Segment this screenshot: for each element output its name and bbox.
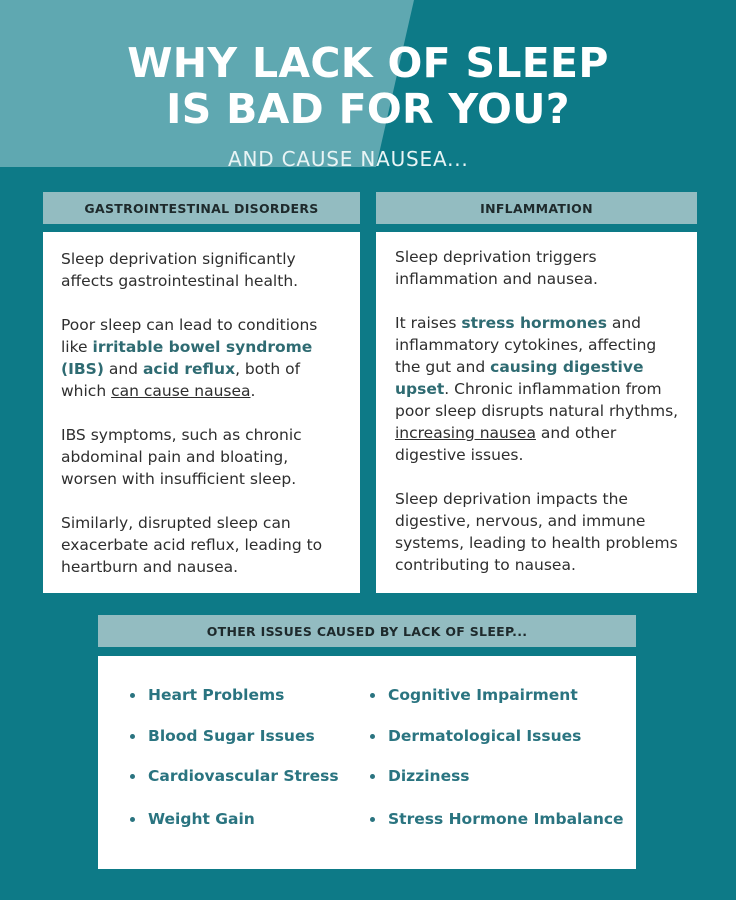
bullet-icon xyxy=(130,734,135,739)
list-item xyxy=(128,767,339,785)
bullet-icon xyxy=(370,774,375,779)
list-item-label: Cardiovascular Stress xyxy=(148,767,339,785)
gi-paragraph-1: Sleep deprivation significantly affects gastrointestinal health. xyxy=(61,250,299,290)
digestive-upset-highlight: causing digestive upset xyxy=(395,358,644,398)
gastrointestinal-heading: GASTROINTESTINAL DISORDERS xyxy=(43,192,360,224)
title-line-1: WHY LACK OF SLEEP xyxy=(127,39,609,87)
other-issues-card xyxy=(98,656,636,869)
list-item xyxy=(368,727,624,745)
increasing-nausea-underline: increasing nausea xyxy=(395,424,536,442)
other-issues-heading: OTHER ISSUES CAUSED BY LACK OF SLEEP... xyxy=(98,615,636,647)
inf-text: . Chronic inflammation from poor sleep disrupts natural rhythms, xyxy=(395,380,679,420)
inflammation-card xyxy=(376,232,697,593)
inf-text: and other digestive issues. xyxy=(395,424,617,464)
page-title xyxy=(0,40,736,132)
stress-hormones-highlight: stress hormones xyxy=(461,314,607,332)
inf-text: and inflammatory cytokines, affecting the gut and xyxy=(395,314,657,376)
acid-reflux-highlight: acid reflux xyxy=(142,360,236,378)
bullet-icon xyxy=(370,734,375,739)
list-item-label: Dizziness xyxy=(388,767,470,785)
gi-text: , both of which xyxy=(61,360,301,400)
list-item-label: Blood Sugar Issues xyxy=(148,727,315,745)
list-item xyxy=(128,686,339,704)
bullet-icon xyxy=(370,693,375,698)
issues-list-right xyxy=(368,686,624,828)
list-item-label: Weight Gain xyxy=(148,810,255,828)
bullet-icon xyxy=(370,817,375,822)
ibs-highlight: irritable bowel syndrome (IBS) xyxy=(61,338,313,378)
inflammation-paragraph-2 xyxy=(395,312,685,466)
inflammation-heading: INFLAMMATION xyxy=(376,192,697,224)
page-subtitle: AND CAUSE NAUSEA... xyxy=(228,147,469,171)
issues-list-left xyxy=(128,686,339,828)
cause-nausea-underline: can cause nausea xyxy=(111,382,251,400)
gi-text: . xyxy=(250,382,256,400)
list-item xyxy=(368,686,624,704)
gi-paragraph-2 xyxy=(61,314,346,402)
gi-text: and xyxy=(103,360,143,378)
inf-text: It raises xyxy=(395,314,462,332)
list-item xyxy=(368,810,624,828)
bullet-icon xyxy=(130,693,135,698)
bullet-icon xyxy=(130,817,135,822)
list-item-label: Cognitive Impairment xyxy=(388,686,578,704)
list-item xyxy=(128,810,339,828)
bullet-icon xyxy=(130,774,135,779)
gi-paragraph-4: Similarly, disrupted sleep can exacerbate acid reflux, leading to heartburn and nausea. xyxy=(61,514,323,576)
list-item xyxy=(128,727,339,745)
gi-paragraph-3: IBS symptoms, such as chronic abdominal pain and bloating, worsen with insufficient sleep. xyxy=(61,426,302,488)
gastrointestinal-card xyxy=(43,232,360,593)
inflammation-paragraph-3: Sleep deprivation impacts the digestive, nervous, and immune systems, leading to health problems contributing to nausea. xyxy=(395,490,678,574)
list-item xyxy=(368,767,624,785)
list-item-label: Stress Hormone Imbalance xyxy=(388,810,624,828)
list-item-label: Heart Problems xyxy=(148,686,285,704)
title-line-2: IS BAD FOR YOU? xyxy=(166,85,570,133)
inflammation-paragraph-1: Sleep deprivation triggers inflammation and nausea. xyxy=(395,248,598,288)
gi-text: Poor sleep can lead to conditions like xyxy=(61,316,318,356)
list-item-label: Dermatological Issues xyxy=(388,727,582,745)
